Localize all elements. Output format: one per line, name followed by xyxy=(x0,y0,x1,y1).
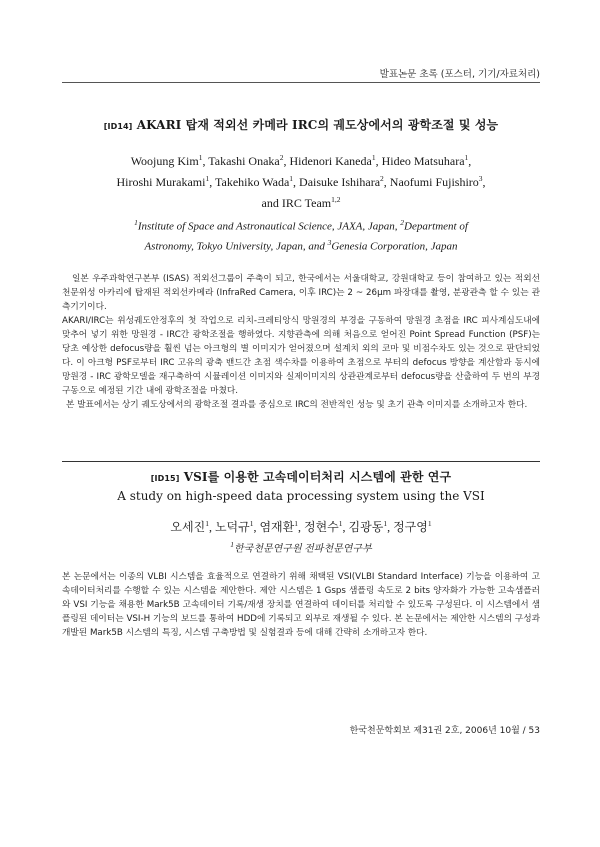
abstract-id15 xyxy=(62,469,540,640)
affil-text: Institute of Space and Astronautical Science, JAXA, Japan, xyxy=(137,220,401,233)
author-separator: , xyxy=(468,154,472,168)
section-divider xyxy=(62,461,540,462)
abstract-body xyxy=(62,570,540,640)
author-separator: , xyxy=(209,175,216,189)
author-separator: , xyxy=(283,154,290,168)
author-affil-mark: 2 xyxy=(279,153,284,162)
paper-title xyxy=(62,117,540,135)
author-name: 노덕규 xyxy=(214,520,250,534)
author-name: 오세진 xyxy=(170,520,206,534)
author-affil-mark: 1 xyxy=(205,174,210,183)
author-name: 김광동 xyxy=(348,520,384,534)
author-affil-mark: 2 xyxy=(380,174,384,183)
author-conjunction: and xyxy=(261,196,282,210)
author-affil-mark: 1 xyxy=(383,519,388,528)
abstract-body xyxy=(62,272,540,412)
author-separator: , xyxy=(387,520,394,534)
affiliations xyxy=(62,215,540,254)
paper-id-tag: [ID14] xyxy=(103,122,133,131)
author-name: Hiroshi Murakami xyxy=(116,175,206,189)
author-separator: , xyxy=(298,520,304,534)
affil-mark: 2 xyxy=(400,218,405,227)
abstract-paragraph: 본 논문에서는 이종의 VLBI 시스템을 효율적으로 연결하기 위해 채택된 VSI(VLBI Standard Interface) 기능을 이용하여 고속데이터처리를 수행할 수 있는 시스템을 제안한다. 제안 시스템은 1 Gsps 샘플링 속도로 2 bits 양자화가 가능한 고속샘플러와 VSI 기능을 채용한 Mark5B 고속데이터 기록/재생 장치를 연결하여 데이터를 처리할 수 있도록 구성된다. 이 시스템에서 샘플링된 데이터는 VSI-H 기능의 보드를 통하여 HDD에 기록되고 외부로 재생될 수 있다. 본 논문에서는 제안한 시스템의 구성과 개발된 Mark5B 시스템의 특징, 시스템 구축방법 및 실험결과 등에 대해 간략히 소개하고자 한다. xyxy=(62,572,540,639)
author-affil-mark: 1,2 xyxy=(331,195,341,204)
author-line-2 xyxy=(62,170,540,191)
paper-title-text: AKARI 탑재 적외선 카메라 IRC의 궤도상에서의 광학조절 및 성능 xyxy=(136,118,499,132)
affil-text: 한국천문연구원 전파천문연구부 xyxy=(234,543,372,555)
author-separator: , xyxy=(253,520,260,534)
author-list xyxy=(62,149,540,212)
author-name: Hideo Matsuhara xyxy=(381,154,465,168)
author-affil-mark: 1 xyxy=(427,519,432,528)
author-separator: , xyxy=(293,175,300,189)
page-footer: 한국천문학회보 제31권 2호, 2006년 10월 / 53 xyxy=(349,726,540,736)
affil-mark: 1 xyxy=(230,540,234,549)
author-separator: , xyxy=(383,175,390,189)
author-affil-mark: 1 xyxy=(464,153,469,162)
abstract-id14 xyxy=(62,117,540,412)
author-name: Naofumi Fujishiro xyxy=(389,175,479,189)
author-name: Hidenori Kaneda xyxy=(289,154,372,168)
affiliations xyxy=(62,537,540,556)
author-affil-mark: 1 xyxy=(198,153,203,162)
abstract-paragraph: 일본 우주과학연구본부 (ISAS) 적외선그룹이 주축이 되고, 한국에서는 서울대학교, 강원대학교 등이 참여하고 있는 적외선 천문위성 아카리에 탑재된 적외선카메라 (InfraRed Camera, 이후 IRC)는 2 ~ 26μm 파장대를 촬영, 분광관측 할 수 있는 관측기기이다. xyxy=(62,274,540,313)
paper-title xyxy=(62,469,540,487)
affil-text: Genesia Corporation, Japan xyxy=(331,240,458,253)
author-separator: , xyxy=(482,175,486,189)
paper-title-text: VSI를 이용한 고속데이터처리 시스템에 관한 연구 xyxy=(183,470,452,484)
author-affil-mark: 3 xyxy=(478,174,483,183)
author-affil-mark: 1 xyxy=(289,174,294,183)
author-affil-mark: 1 xyxy=(249,519,254,528)
author-separator: , xyxy=(202,154,209,168)
author-name: 염재환 xyxy=(259,520,295,534)
affil-mark: 3 xyxy=(327,237,332,247)
section-label: 발표논문 초록 (포스터, 기기/자료처리) xyxy=(379,69,540,80)
author-list xyxy=(62,515,540,536)
author-name: IRC Team xyxy=(281,196,332,210)
author-affil-mark: 1 xyxy=(371,153,376,162)
author-name: Takehiko Wada xyxy=(215,175,290,189)
paper-id-tag: [ID15] xyxy=(150,474,180,483)
author-name: Woojung Kim xyxy=(130,154,199,168)
running-header xyxy=(62,66,540,92)
author-separator: , xyxy=(342,520,349,534)
affil-mark: 1 xyxy=(134,218,138,227)
author-line-3 xyxy=(62,191,540,212)
affil-text: Astronomy, Tokyo University, Japan, and xyxy=(144,240,328,253)
author-line-1 xyxy=(62,515,540,536)
author-name: 정현수 xyxy=(304,520,339,534)
affil-text: Department of xyxy=(404,220,468,233)
author-affil-mark: 1 xyxy=(338,519,343,528)
author-affil-mark: 1 xyxy=(205,519,209,528)
author-separator: , xyxy=(375,154,382,168)
author-name: Takashi Onaka xyxy=(208,154,280,168)
abstract-paragraph: AKARI/IRC는 위성궤도안정후의 첫 작업으로 리치-크레티앙식 망원경의 부경을 구동하여 망원경 초점을 IRC 피사계심도내에 맞추어 넣기 위한 망원경 - IRC간 광학조절을 행하였다. 지향관측에 의해 처음으로 얻어진 Point Spread Function (PSF)는 당초 예상한 defocus량을 훨씬 넘는 아크형의 별 이미지가 얻어졌으며 설계치 외의 코마 및 비점수차도 있는 것으로 판단되었다. 이 아크형 PSF로부터 IRC 고유의 광축 밴드간 초점 색수차를 이용하여 초점으로 부터의 defocus 방향을 계산함과 동시에 망원경 - IRC 광학모델을 재구축하여 시뮬레이션 이미지와 실제이미지의 상관관계로부터 defocus량을 산출하여 두 번의 부경구동으로 예정된 기간 내에 광학조절을 마쳤다. xyxy=(62,316,540,397)
author-affil-mark: 1 xyxy=(294,519,298,528)
author-name: Daisuke Ishihara xyxy=(299,175,381,189)
author-line-1 xyxy=(62,149,540,170)
header-rule xyxy=(62,82,540,83)
author-separator: , xyxy=(208,520,215,534)
abstract-paragraph: 본 발표에서는 상기 궤도상에서의 광학조절 결과를 중심으로 IRC의 전반적인 성능 및 초기 관측 이미지를 소개하고자 한다. xyxy=(66,400,528,411)
author-name: 정구영 xyxy=(393,520,428,534)
paper-title-english: A study on high-speed data processing system using the VSI xyxy=(117,489,485,503)
